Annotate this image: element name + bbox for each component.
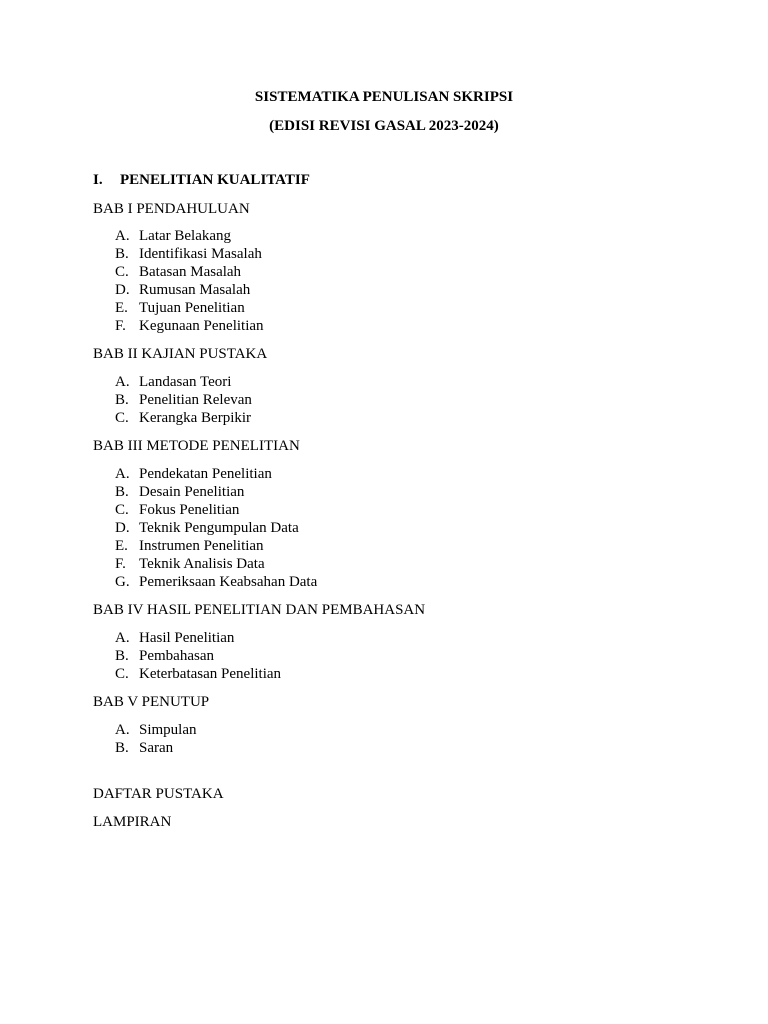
- item-letter: C.: [115, 410, 129, 426]
- item-text: Pemeriksaan Keabsahan Data: [139, 574, 318, 590]
- chapter-list-bab-2: [115, 373, 252, 427]
- section-heading: [93, 171, 310, 189]
- section-title: PENELITIAN KUALITATIF: [120, 172, 310, 188]
- list-item: [115, 519, 317, 537]
- item-text: Latar Belakang: [139, 228, 232, 244]
- item-letter: D.: [115, 282, 130, 298]
- item-text: Hasil Penelitian: [139, 630, 235, 646]
- item-letter: A.: [115, 374, 130, 390]
- chapter-title-bab-4: BAB IV HASIL PENELITIAN DAN PEMBAHASAN: [93, 602, 426, 618]
- item-text: Teknik Analisis Data: [139, 556, 265, 572]
- item-text: Kegunaan Penelitian: [139, 318, 264, 334]
- item-text: Identifikasi Masalah: [139, 246, 262, 262]
- item-text: Pembahasan: [139, 648, 214, 664]
- document-title: SISTEMATIKA PENULISAN SKRIPSI: [254, 89, 514, 105]
- item-letter: B.: [115, 392, 129, 408]
- section-number: I.: [93, 172, 103, 188]
- list-item: [115, 373, 252, 391]
- chapter-list-bab-5: [115, 721, 197, 757]
- list-item: [115, 721, 197, 739]
- item-letter: A.: [115, 466, 130, 482]
- item-letter: G.: [115, 574, 130, 590]
- list-item: [115, 647, 281, 665]
- lampiran-heading: LAMPIRAN: [93, 814, 172, 830]
- list-item: [115, 739, 197, 757]
- list-item: [115, 227, 264, 245]
- list-item: [115, 629, 281, 647]
- item-letter: F.: [115, 318, 126, 334]
- item-text: Tujuan Penelitian: [139, 300, 245, 316]
- list-item: [115, 537, 317, 555]
- item-letter: F.: [115, 556, 126, 572]
- item-text: Simpulan: [139, 722, 197, 738]
- chapter-list-bab-1: [115, 227, 264, 335]
- list-item: [115, 573, 317, 591]
- item-text: Instrumen Penelitian: [139, 538, 264, 554]
- list-item: [115, 555, 317, 573]
- list-item: [115, 465, 317, 483]
- chapter-title-bab-1: BAB I PENDAHULUAN: [93, 201, 250, 217]
- item-letter: E.: [115, 300, 128, 316]
- item-letter: C.: [115, 264, 129, 280]
- item-letter: B.: [115, 740, 129, 756]
- item-text: Kerangka Berpikir: [139, 410, 252, 426]
- item-text: Saran: [139, 740, 174, 756]
- list-item: [115, 483, 317, 501]
- item-letter: B.: [115, 484, 129, 500]
- item-text: Pendekatan Penelitian: [139, 466, 272, 482]
- chapter-title-bab-5: BAB V PENUTUP: [93, 694, 210, 710]
- chapter-list-bab-4: [115, 629, 281, 683]
- item-text: Batasan Masalah: [139, 264, 242, 280]
- document-subtitle: (EDISI REVISI GASAL 2023-2024): [269, 118, 499, 134]
- item-letter: C.: [115, 502, 129, 518]
- list-item: [115, 263, 264, 281]
- chapter-list-bab-3: [115, 465, 317, 591]
- list-item: [115, 281, 264, 299]
- item-letter: A.: [115, 722, 130, 738]
- item-letter: D.: [115, 520, 130, 536]
- item-text: Keterbatasan Penelitian: [139, 666, 282, 682]
- item-text: Landasan Teori: [139, 374, 232, 390]
- list-item: [115, 245, 264, 263]
- list-item: [115, 391, 252, 409]
- item-letter: A.: [115, 228, 130, 244]
- list-item: [115, 299, 264, 317]
- item-text: Penelitian Relevan: [139, 392, 252, 408]
- list-item: [115, 409, 252, 427]
- item-letter: E.: [115, 538, 128, 554]
- item-letter: B.: [115, 648, 129, 664]
- item-text: Rumusan Masalah: [139, 282, 251, 298]
- chapter-title-bab-3: BAB III METODE PENELITIAN: [93, 438, 300, 454]
- item-text: Teknik Pengumpulan Data: [139, 520, 299, 536]
- item-letter: B.: [115, 246, 129, 262]
- list-item: [115, 665, 281, 683]
- list-item: [115, 317, 264, 335]
- item-letter: C.: [115, 666, 129, 682]
- list-item: [115, 501, 317, 519]
- item-letter: A.: [115, 630, 130, 646]
- daftar-pustaka-heading: DAFTAR PUSTAKA: [93, 786, 224, 802]
- item-text: Desain Penelitian: [139, 484, 245, 500]
- item-text: Fokus Penelitian: [139, 502, 240, 518]
- chapter-title-bab-2: BAB II KAJIAN PUSTAKA: [93, 346, 268, 362]
